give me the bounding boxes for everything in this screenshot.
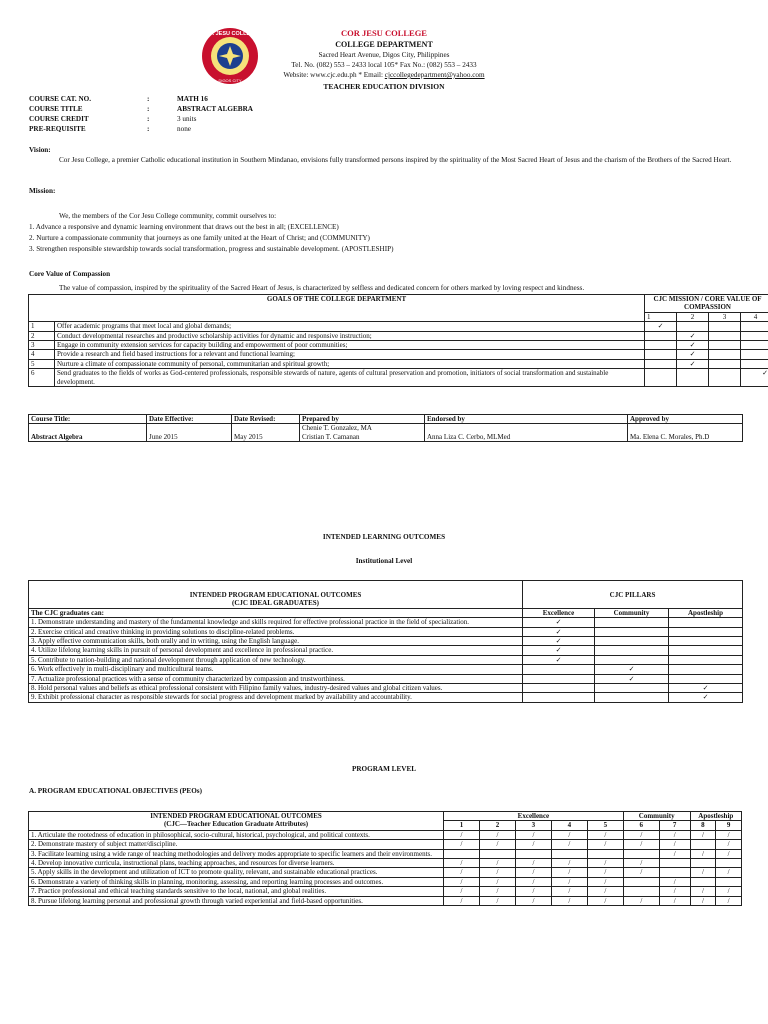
peo-group-row: INTENDED PROGRAM EDUCATIONAL OUTCOMES (CJC—Teacher Education Graduate Attributes) Excellence Community Apostleship [29,812,742,821]
vision-heading: Vision: [29,146,51,154]
mission-item: 3. Strengthen responsible stewardship towards social transformation, progress and sustainable development. (APOSTLESHIP) [29,245,394,253]
table-row: 2. Exercise critical and creative thinking in providing solutions to discipline-related problems. ✓ [29,627,743,636]
ilo-header-row [29,581,743,609]
table-row: 7. Actualize professional practices with a sense of community characterized by compassion and trustworthiness. ✓ [29,674,743,683]
check-icon [523,636,595,645]
division-title: TEACHER EDUCATION DIVISION [323,82,445,91]
email-link[interactable]: cjccollegedepartment@yahoo.com [384,71,485,79]
table-row: 6. Demonstrate a variety of thinking skills in planning, monitoring, assessing, and reporting learning processes and outcomes. / / / / / / [29,877,742,886]
program-heading: PROGRAM LEVEL [351,765,417,773]
table-row: 5 Nurture a climate of compassionate community of personal, communitarian and spiritual growth; ✓ [29,359,768,368]
table-row: 8. Hold personal values and beliefs as ethical professional consistent with Filipino family values, industry-desired values and global citizen values. ✓ [29,683,743,692]
mission-intro: We, the members of the Cor Jesu College community, commit ourselves to: [59,212,277,220]
pillars-head: CJC PILLARS [523,581,743,609]
table-row: 7. Practice professional and ethical teaching standards sensitive to the local, national, and global realities. / / / / / / / / [29,887,742,896]
mission-item: 2. Nurture a compassionate community that journeys as one family united at the Heart of Christ; and (COMMUNITY) [29,234,370,242]
course-row: PRE-REQUISITE : none [29,125,191,133]
table-row: 3 Engage in community extension services for capacity building and empowerment of poor communities; ✓ [29,340,768,349]
vision-text: Cor Jesu College, a premier Catholic educational institution in Southern Mindanao, envisions fully transformed persons inspired by the spirituality of the Most Sacred Heart of Jesus and the charism of the Brothers of the Sacred Heart. [59,156,732,164]
goals-header: GOALS OF THE COLLEGE DEPARTMENT [29,295,645,322]
table-row: 9. Exhibit professional character as responsible stewards for social progress and development marked by availability and accountability. ✓ [29,693,743,702]
peo-table [28,811,742,906]
check-icon [677,340,709,349]
table-row: 4. Develop innovative curricula, instructional plans, teaching approaches, and resources for diverse learners. / / / / / / [29,858,742,867]
check-icon [677,331,709,340]
web-line: Website: www.cjc.edu.ph * Email: cjccollegedepartment@yahoo.com [283,71,485,79]
table-row: 4 Provide a research and field based instructions for a relevant and functional learning; ✓ [29,350,768,359]
check-icon [669,683,743,692]
table-row: 6. Work effectively in multi-disciplinary and multicultural teams. ✓ [29,665,743,674]
mission-item: 1. Advance a responsive and dynamic learning environment that draws out the best in all; (EXCELLENCE) [29,223,339,231]
tel-line: Tel. No. (082) 553 – 2433 local 105* Fax No.: (082) 553 – 2433 [291,61,477,69]
check-icon [523,655,595,664]
address-line: Sacred Heart Avenue, Digos City, Philippines [318,51,450,59]
approval-table [28,414,743,442]
check-icon [741,369,768,387]
peo-num-row: 1 2 3 4 5 6 7 8 9 [29,821,742,830]
department-name: COLLEGE DEPARTMENT [335,40,433,49]
check-icon [595,665,669,674]
approval-value-row: Abstract Algebra June 2015 May 2015 Chenie T. Gonzalez, MA Cristian T. Camanan Anna Liza C. Cerbo, MLMed Ma. Elena C. Morales, Ph.D [29,424,743,442]
table-row: 3. Apply effective communication skills, both orally and in writing, using the English language. ✓ [29,636,743,645]
core-value-text: The value of compassion, inspired by the spirituality of the Sacred Heart of Jesus, is characterized by selfless and dedicated concern for others marked by loving respect and kindness. [59,284,585,292]
check-icon [595,674,669,683]
table-row: 4. Utilize lifelong learning skills in pursuit of personal development and excellence in professional practice. ✓ [29,646,743,655]
table-row: 6 Send graduates to the fields of works as God-centered professionals, responsible stewards of nature, agents of cultural preservation and promotion, initiators of social transformation and sustainable development. ✓ [29,369,768,387]
course-info [29,95,429,135]
core-value-heading: Core Value of Compassion [29,270,111,278]
table-row: 3. Facilitate learning using a wide range of teaching methodologies and delivery modes appropriate to specific learners and their environments. / / / [29,849,742,858]
approval-header-row: Course Title: Date Effective: Date Revised: Prepared by Endorsed by Approved by [29,415,743,424]
check-icon [645,322,677,331]
table-row: 8. Pursue lifelong learning personal and professional growth through varied experiential and field-based opportunities. / / / / / / / / / [29,896,742,905]
course-row: COURSE TITLE : ABSTRACT ALGEBRA [29,105,253,113]
check-icon [523,627,595,636]
peo-table-head: INTENDED PROGRAM EDUCATIONAL OUTCOMES (CJC—Teacher Education Graduate Attributes) [29,812,444,831]
course-row: COURSE CREDIT : 3 units [29,115,197,123]
goals-col-row: 1 2 3 4 [29,312,768,321]
ilo-table-head: INTENDED PROGRAM EDUCATIONAL OUTCOMES (CJC IDEAL GRADUATES) [29,581,523,609]
check-icon [677,359,709,368]
check-icon [669,693,743,702]
table-row: 1 Offer academic programs that meet local and global demands; ✓ [29,322,768,331]
goals-table [28,294,768,387]
peo-heading: A. PROGRAM EDUCATIONAL OBJECTIVES (PEOs) [29,787,202,795]
ilo-table [28,580,743,703]
goals-header-row [29,295,768,313]
check-icon [677,350,709,359]
ilo-sub: Institutional Level [355,557,413,565]
table-row: 5. Contribute to nation-building and national development through application of new technology. ✓ [29,655,743,664]
table-row: 5. Apply skills in the development and utilization of ICT to promote quality, relevant, and sustainable educational practices. / / / / / / / / [29,868,742,877]
table-row: 2 Conduct developmental researches and productive scholarship activities for dynamic and responsive instruction; ✓ [29,331,768,340]
table-row: 1. Demonstrate understanding and mastery of the fundamental knowledge and skills required for effective professional practice in the field of specialization. ✓ [29,618,743,627]
svg-text:DIGOS CITY: DIGOS CITY [218,78,242,83]
svg-text:COR JESU COLLEGE: COR JESU COLLEGE [201,31,259,37]
check-icon [523,646,595,655]
mission-header: CJC MISSION / CORE VALUE OF COMPASSION [645,295,768,313]
check-icon [523,618,595,627]
table-row: 1. Articulate the rootedness of education in philosophical, socio-cultural, historical, psychological, and political contexts. / / / / / / / / / [29,830,742,839]
mission-heading: Mission: [29,187,56,195]
ilo-col-row: The CJC graduates can: Excellence Community Apostleship [29,608,743,617]
ilo-heading: INTENDED LEARNING OUTCOMES [322,533,446,541]
course-row: COURSE CAT. NO. : MATH 16 [29,95,208,103]
college-name: COR JESU COLLEGE [341,28,427,38]
mission-list [29,223,741,256]
table-row: 2. Demonstrate mastery of subject matter/discipline. / / / / / / / / [29,840,742,849]
